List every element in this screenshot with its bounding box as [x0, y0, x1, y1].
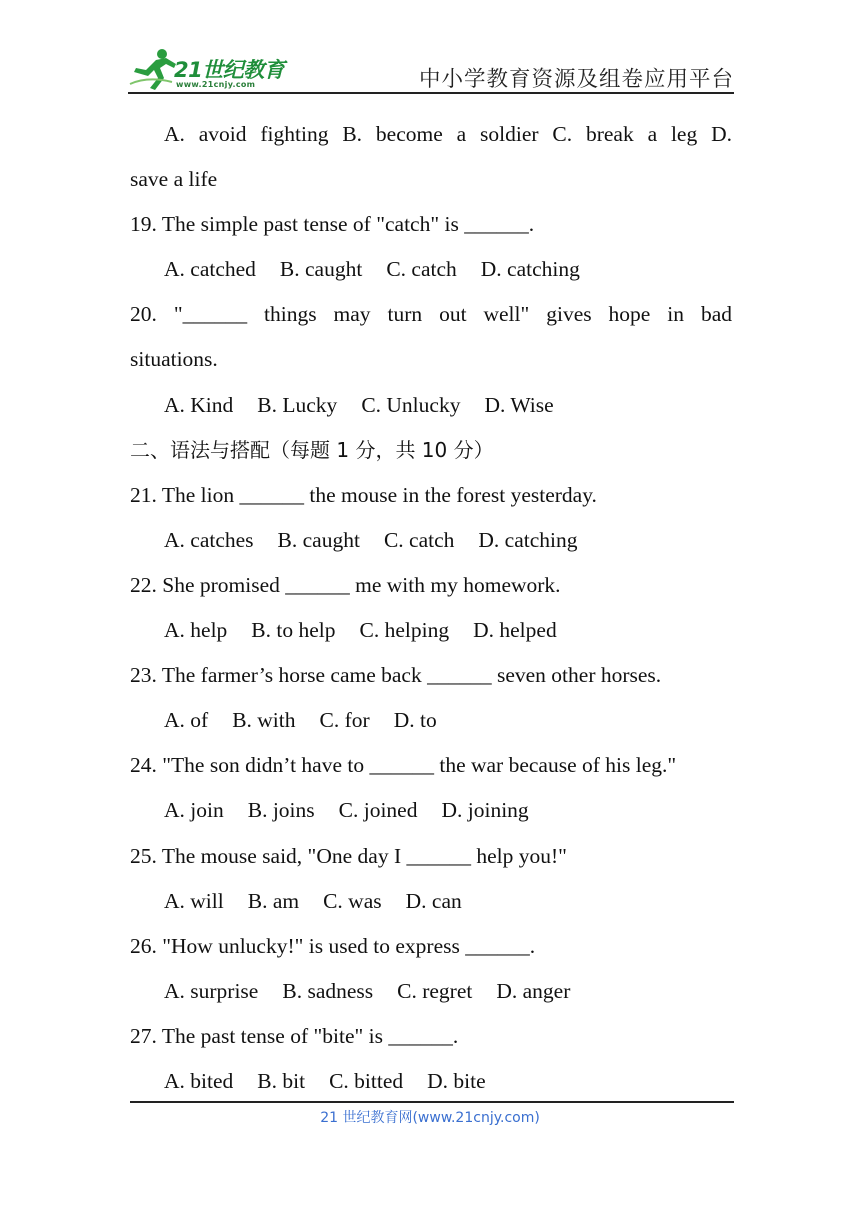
q20-stem-line2: situations.	[130, 347, 218, 372]
option-d: D. anger	[496, 978, 571, 1003]
logo	[128, 44, 298, 94]
option-d: D.	[711, 122, 732, 146]
q27-stem: 27. The past tense of "bite" is ______.	[130, 1023, 459, 1048]
option-b: B. Lucky	[257, 392, 338, 417]
q21-stem: 21. The lion ______ the mouse in the forest yesterday.	[130, 482, 597, 507]
option-c: C. Unlucky	[361, 392, 461, 417]
option-b: B. am	[247, 888, 300, 913]
option-a: A. Kind	[164, 392, 234, 417]
q23-options	[130, 698, 732, 743]
q22-options	[130, 608, 732, 653]
option-b: B. become a soldier	[342, 122, 539, 146]
option-b: B. to help	[251, 618, 336, 643]
q19-stem: 19. The simple past tense of "catch" is ______.	[130, 212, 535, 237]
q18-options-wrap: save a life	[130, 167, 218, 192]
option-a: A. will	[164, 888, 224, 913]
q24-stem: 24. "The son didn’t have to ______ the war because of his leg."	[130, 753, 677, 778]
option-b: B. joins	[247, 798, 315, 823]
q25-stem: 25. The mouse said, "One day I ______ help you!"	[130, 843, 567, 868]
q20-stem-line1: 20. "______ things may turn out well" gives hope in bad	[130, 302, 732, 327]
option-a: A. join	[164, 798, 224, 823]
q24-options	[130, 788, 732, 833]
q20-options	[130, 383, 732, 428]
logo-url: www.21cnjy.com	[176, 80, 256, 89]
option-a: A. catched	[164, 257, 256, 282]
option-b: B. caught	[277, 527, 360, 552]
platform-title: 中小学教育资源及组卷应用平台	[418, 67, 734, 92]
logo-text: 21世纪教育	[174, 58, 285, 82]
q22-stem: 22. She promised ______ me with my homework.	[130, 572, 561, 597]
option-d: D. Wise	[484, 392, 554, 417]
option-d: D. to	[393, 708, 437, 733]
option-a: A. surprise	[164, 978, 259, 1003]
option-c: C. catch	[383, 527, 455, 552]
option-d: D. catching	[480, 257, 580, 282]
runner-logo-icon	[128, 46, 180, 92]
option-c: C. helping	[359, 618, 450, 643]
option-a: A. bited	[164, 1068, 234, 1093]
header-divider	[128, 92, 734, 94]
option-c: C. catch	[386, 257, 457, 282]
option-d: D. catching	[478, 527, 578, 552]
question-content	[130, 112, 732, 1104]
q21-options	[130, 518, 732, 563]
section-title: 二、语法与搭配（每题 1 分，共 10 分）	[130, 437, 494, 462]
q26-options	[130, 969, 732, 1014]
option-c: C. was	[323, 888, 382, 913]
option-c: C. for	[319, 708, 370, 733]
q19-options	[130, 247, 732, 292]
q27-options	[130, 1059, 732, 1104]
option-c: C. break a leg	[552, 122, 698, 146]
option-b: B. sadness	[282, 978, 374, 1003]
option-c: C. joined	[338, 798, 418, 823]
option-a: A. catches	[164, 527, 254, 552]
option-b: B. caught	[279, 257, 363, 282]
option-a: A. of	[164, 708, 209, 733]
footer-divider	[130, 1101, 734, 1103]
option-b: B. bit	[257, 1068, 306, 1093]
q25-options	[130, 879, 732, 924]
footer-text: 21 世纪教育网(www.21cnjy.com)	[320, 1110, 540, 1126]
page-header	[128, 44, 734, 94]
option-a: A. avoid fighting	[164, 122, 329, 146]
option-d: D. helped	[473, 618, 557, 643]
option-d: D. bite	[427, 1068, 486, 1093]
q26-stem: 26. "How unlucky!" is used to express ______.	[130, 933, 536, 958]
option-c: C. bitted	[329, 1068, 404, 1093]
q18-options	[130, 112, 732, 157]
option-d: D. can	[405, 888, 462, 913]
option-d: D. joining	[441, 798, 529, 823]
q23-stem: 23. The farmer’s horse came back ______ seven other horses.	[130, 663, 662, 688]
option-c: C. regret	[397, 978, 473, 1003]
option-a: A. help	[164, 618, 228, 643]
option-b: B. with	[232, 708, 296, 733]
